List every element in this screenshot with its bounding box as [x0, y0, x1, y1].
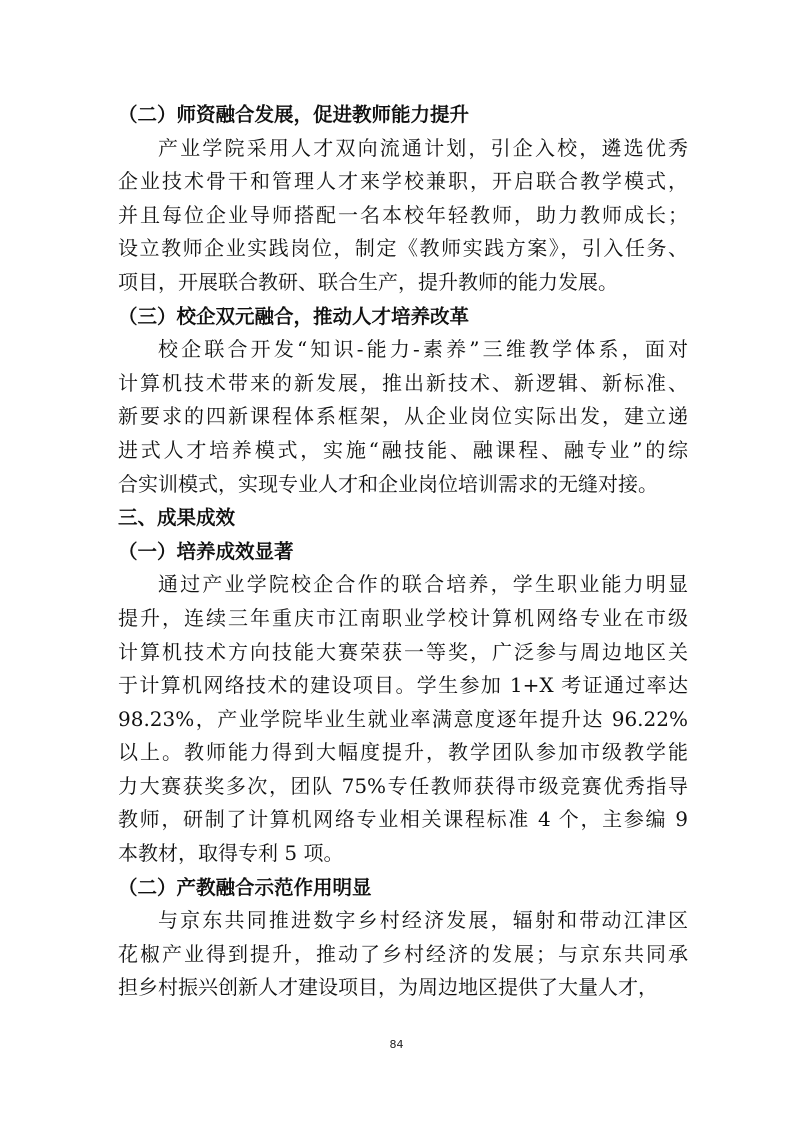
paragraph-line: 花椒产业得到提升，推动了乡村经济的发展；与京东共同承	[118, 941, 688, 966]
paragraph-line: 以上。教师能力得到大幅度提升，教学团队参加市级教学能	[118, 740, 688, 765]
paragraph-line: 通过产业学院校企合作的联合培养，学生职业能力明显	[158, 572, 688, 597]
section-heading: （二）师资融合发展，促进教师能力提升	[118, 103, 470, 126]
section-heading: 三、成果成效	[118, 506, 236, 530]
section-heading: （二）产教融合示范作用明显	[118, 875, 372, 899]
paragraph-line: 校企联合开发“知识-能力-素养”三维教学体系，面对	[158, 337, 688, 362]
paragraph-line: 教师，研制了计算机网络专业相关课程标准 4 个，主参编 9	[118, 807, 688, 832]
paragraph-line: 与京东共同推进数字乡村经济发展，辐射和带动江津区	[158, 908, 688, 933]
paragraph-line: 担乡村振兴创新人才建设项目，为周边地区提供了大量人才，	[118, 975, 658, 1000]
paragraph-line: 计算机技术带来的新发展，推出新技术、新逻辑、新标准、	[118, 370, 688, 395]
paragraph-line: 并且每位企业导师搭配一名本校年轻教师，助力教师成长；	[118, 202, 688, 227]
section-heading: （一）培养成效显著	[118, 539, 294, 563]
paragraph-line: 力大赛获奖多次，团队 75%专任教师获得市级竞赛优秀指导	[118, 773, 688, 798]
paragraph-line: 计算机技术方向技能大赛荣获一等奖，广泛参与周边地区关	[118, 639, 688, 664]
paragraph-line: 企业技术骨干和管理人才来学校兼职，开启联合教学模式，	[118, 169, 688, 194]
paragraph-line: 设立教师企业实践岗位，制定《教师实践方案》，引入任务、	[118, 236, 688, 261]
paragraph-line: 新要求的四新课程体系框架，从企业岗位实际出发，建立递	[118, 404, 688, 429]
paragraph-line: 进式人才培养模式，实施“融技能、融课程、融专业”的综	[118, 437, 688, 462]
paragraph-line: 产业学院采用人才双向流通计划，引企入校，遴选优秀	[158, 135, 688, 160]
paragraph-line: 98.23%，产业学院毕业生就业率满意度逐年提升达 96.22%	[118, 706, 688, 731]
paragraph-line: 本教材，取得专利 5 项。	[118, 841, 344, 866]
document-body	[118, 98, 688, 1005]
page-number: 84	[389, 1038, 404, 1051]
paragraph-line: 提升，连续三年重庆市江南职业学校计算机网络专业在市级	[118, 605, 688, 630]
paragraph-line: 于计算机网络技术的建设项目。学生参加 1+X 考证通过率达	[118, 673, 688, 698]
section-heading: （三）校企双元融合，推动人才培养改革	[118, 304, 470, 328]
paragraph-line: 项目，开展联合教研、联合生产，提升教师的能力发展。	[118, 269, 618, 294]
paragraph-line: 合实训模式，实现专业人才和企业岗位培训需求的无缝对接。	[118, 471, 658, 496]
